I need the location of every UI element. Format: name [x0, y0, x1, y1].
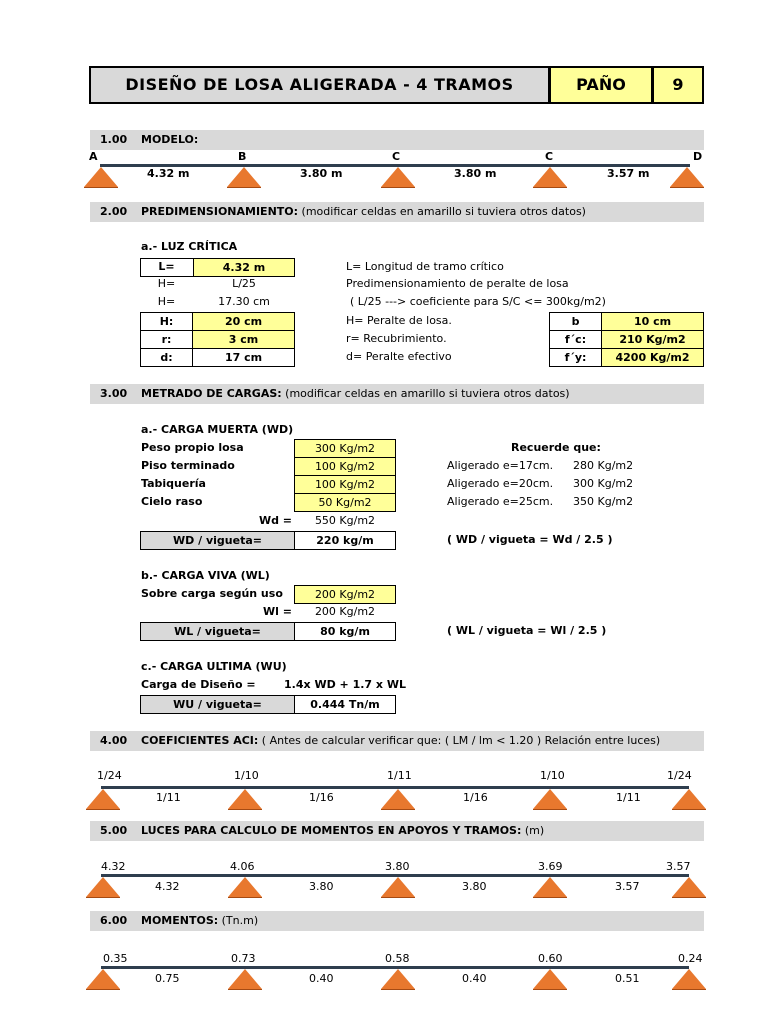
h-label: H=	[157, 295, 176, 308]
support-icon	[228, 877, 262, 897]
span-moment: 0.51	[615, 972, 640, 985]
wd-formula: ( WD / vigueta = Wd / 2.5 )	[447, 533, 613, 546]
span-length: 3.57	[615, 880, 640, 893]
section-title-text: METRADO DE CARGAS:	[141, 387, 282, 400]
subsection-title: b.- CARGA VIVA (WL)	[141, 569, 270, 582]
support-icon	[533, 969, 567, 989]
load-label: Carga de Diseño =	[141, 678, 256, 691]
wl-total-value: 200 Kg/m2	[314, 605, 376, 618]
subsection-title: a.- CARGA MUERTA (WD)	[141, 423, 294, 436]
l-label: L=	[158, 260, 175, 273]
reference-label: Aligerado e=20cm.	[447, 477, 554, 490]
reference-label: Aligerado e=17cm.	[447, 459, 554, 472]
description: r= Recubrimiento.	[346, 332, 447, 345]
support-icon	[381, 167, 415, 187]
load-label: Piso terminado	[141, 459, 235, 472]
description: L= Longitud de tramo crítico	[346, 260, 504, 273]
d-value: 17 cm	[192, 348, 295, 367]
wl-vigueta-label: WL / vigueta=	[140, 622, 295, 641]
section-note: (Tn.m)	[221, 914, 259, 927]
section-note: ( Antes de calcular verificar que: ( LM / lm < 1.20 ) Relación entre luces)	[261, 734, 661, 747]
support-icon	[86, 789, 120, 809]
span-length: 4.32 m	[147, 167, 190, 180]
r-label: r:	[161, 333, 172, 346]
section-title	[141, 387, 570, 400]
span-coefficient: 1/16	[463, 791, 488, 804]
section-note: (modificar celdas en amarillo si tuviera otros datos)	[285, 387, 570, 400]
section-4-band	[90, 731, 704, 751]
support-span-length: 4.06	[230, 860, 255, 873]
span-length: 3.80	[462, 880, 487, 893]
span-length: 3.80 m	[454, 167, 497, 180]
span-moment: 0.40	[462, 972, 487, 985]
reference-label: Aligerado e=25cm.	[447, 495, 554, 508]
section-title-text: LUCES PARA CALCULO DE MOMENTOS EN APOYOS Y TRAMOS:	[141, 824, 522, 837]
support-moment: 0.73	[231, 952, 256, 965]
support-icon	[381, 877, 415, 897]
section-title: MODELO:	[141, 133, 199, 146]
support-icon	[672, 789, 706, 809]
support-icon	[672, 877, 706, 897]
support-span-length: 3.57	[666, 860, 691, 873]
support-icon	[228, 789, 262, 809]
section-number: 3.00	[100, 387, 128, 400]
support-coefficient: 1/11	[387, 769, 412, 782]
h-label: H=	[157, 277, 176, 290]
reference-value: 280 Kg/m2	[573, 459, 634, 472]
support-moment: 0.24	[678, 952, 703, 965]
pano-label: PAÑO	[549, 66, 653, 104]
section-title	[141, 205, 586, 218]
fc-input[interactable]: 210 Kg/m2	[601, 330, 704, 349]
section-number: 6.00	[100, 914, 128, 927]
wl-vigueta-value: 80 kg/m	[294, 622, 396, 641]
reference-value: 350 Kg/m2	[573, 495, 634, 508]
support-icon	[381, 789, 415, 809]
reminder-title: Recuerde que:	[511, 441, 601, 454]
support-moment: 0.60	[538, 952, 563, 965]
node-label: B	[238, 150, 247, 163]
load-label: Sobre carga según uso	[141, 587, 283, 600]
fc-label: f´c:	[549, 330, 602, 349]
section-title-text: PREDIMENSIONAMIENTO:	[141, 205, 299, 218]
reference-value: 300 Kg/m2	[573, 477, 634, 490]
fy-label: f´y:	[549, 348, 602, 367]
subsection-title: a.- LUZ CRÍTICA	[141, 240, 238, 253]
b-label: b	[549, 312, 602, 331]
span-moment: 0.75	[155, 972, 180, 985]
d-label-cell	[140, 348, 193, 367]
load-label: Peso propio losa	[141, 441, 244, 454]
h-label-cell	[140, 312, 193, 331]
section-3-band	[90, 384, 704, 404]
description: d= Peralte efectivo	[346, 350, 452, 363]
wl-total-label: Wl =	[263, 605, 292, 618]
l-input[interactable]: 4.32 m	[193, 258, 295, 277]
section-title-text: COEFICIENTES ACI:	[141, 734, 259, 747]
support-icon	[672, 969, 706, 989]
support-icon	[86, 969, 120, 989]
d-label: d:	[160, 351, 173, 364]
support-icon	[228, 969, 262, 989]
load-input[interactable]: 100 Kg/m2	[294, 475, 396, 494]
support-icon	[533, 877, 567, 897]
section-title	[141, 734, 660, 747]
support-coefficient: 1/10	[540, 769, 565, 782]
support-icon	[84, 167, 118, 187]
h-formula: L/25	[232, 277, 256, 290]
section-note: (modificar celdas en amarillo si tuviera otros datos)	[301, 205, 586, 218]
wu-combination: 1.4x WD + 1.7 x WL	[284, 678, 406, 691]
node-label: D	[693, 150, 703, 163]
wl-formula: ( WL / vigueta = Wl / 2.5 )	[447, 624, 607, 637]
h-computed: 17.30 cm	[218, 295, 270, 308]
node-label: A	[89, 150, 98, 163]
wd-total-value: 550 Kg/m2	[314, 514, 376, 527]
section-number: 1.00	[100, 133, 128, 146]
support-icon	[86, 877, 120, 897]
description: H= Peralte de losa.	[346, 314, 452, 327]
support-icon	[533, 167, 567, 187]
span-length: 3.80 m	[300, 167, 343, 180]
live-load-input[interactable]: 200 Kg/m2	[294, 585, 396, 604]
support-span-length: 4.32	[101, 860, 126, 873]
span-coefficient: 1/11	[156, 791, 181, 804]
section-title	[141, 824, 544, 837]
wd-total-label: Wd =	[258, 514, 292, 527]
support-icon	[670, 167, 704, 187]
wu-vigueta-value: 0.444 Tn/m	[294, 695, 396, 714]
support-coefficient: 1/24	[667, 769, 692, 782]
r-label-cell	[140, 330, 193, 349]
load-input[interactable]: 300 Kg/m2	[294, 439, 396, 458]
load-input[interactable]: 100 Kg/m2	[294, 457, 396, 476]
support-span-length: 3.69	[538, 860, 563, 873]
wd-vigueta-label: WD / vigueta=	[140, 531, 295, 550]
section-title	[141, 914, 258, 927]
section-2-band	[90, 202, 704, 222]
r-input[interactable]: 3 cm	[192, 330, 295, 349]
document-title: DISEÑO DE LOSA ALIGERADA - 4 TRAMOS	[89, 66, 550, 104]
support-span-length: 3.80	[385, 860, 410, 873]
support-icon	[381, 969, 415, 989]
subsection-title: c.- CARGA ULTIMA (WU)	[141, 660, 287, 673]
span-length: 4.32	[155, 880, 180, 893]
span-length: 3.80	[309, 880, 334, 893]
node-label: C	[545, 150, 554, 163]
section-note: (m)	[524, 824, 545, 837]
span-coefficient: 1/16	[309, 791, 334, 804]
section-number: 2.00	[100, 205, 128, 218]
support-moment: 0.58	[385, 952, 410, 965]
section-number: 4.00	[100, 734, 128, 747]
wu-vigueta-label: WU / vigueta=	[140, 695, 295, 714]
section-1-band	[90, 130, 704, 150]
description: ( L/25 ---> coeficiente para S/C <= 300kg/m2)	[350, 295, 606, 308]
pano-value[interactable]: 9	[652, 66, 704, 104]
span-moment: 0.40	[309, 972, 334, 985]
fy-input[interactable]: 4200 Kg/m2	[601, 348, 704, 367]
support-coefficient: 1/24	[97, 769, 122, 782]
section-number: 5.00	[100, 824, 128, 837]
node-label: C	[392, 150, 401, 163]
support-coefficient: 1/10	[234, 769, 259, 782]
load-label: Tabiquería	[141, 477, 206, 490]
section-title-text: MOMENTOS:	[141, 914, 219, 927]
load-input[interactable]: 50 Kg/m2	[294, 493, 396, 512]
support-icon	[227, 167, 261, 187]
description: Predimensionamiento de peralte de losa	[346, 277, 569, 290]
wd-vigueta-value: 220 kg/m	[294, 531, 396, 550]
span-length: 3.57 m	[607, 167, 650, 180]
span-coefficient: 1/11	[616, 791, 641, 804]
section-5-band	[90, 821, 704, 841]
support-icon	[533, 789, 567, 809]
h-input[interactable]: 20 cm	[192, 312, 295, 331]
support-moment: 0.35	[103, 952, 128, 965]
h-label: H:	[159, 315, 174, 328]
load-label: Cielo raso	[141, 495, 203, 508]
b-input[interactable]: 10 cm	[601, 312, 704, 331]
section-6-band	[90, 911, 704, 931]
